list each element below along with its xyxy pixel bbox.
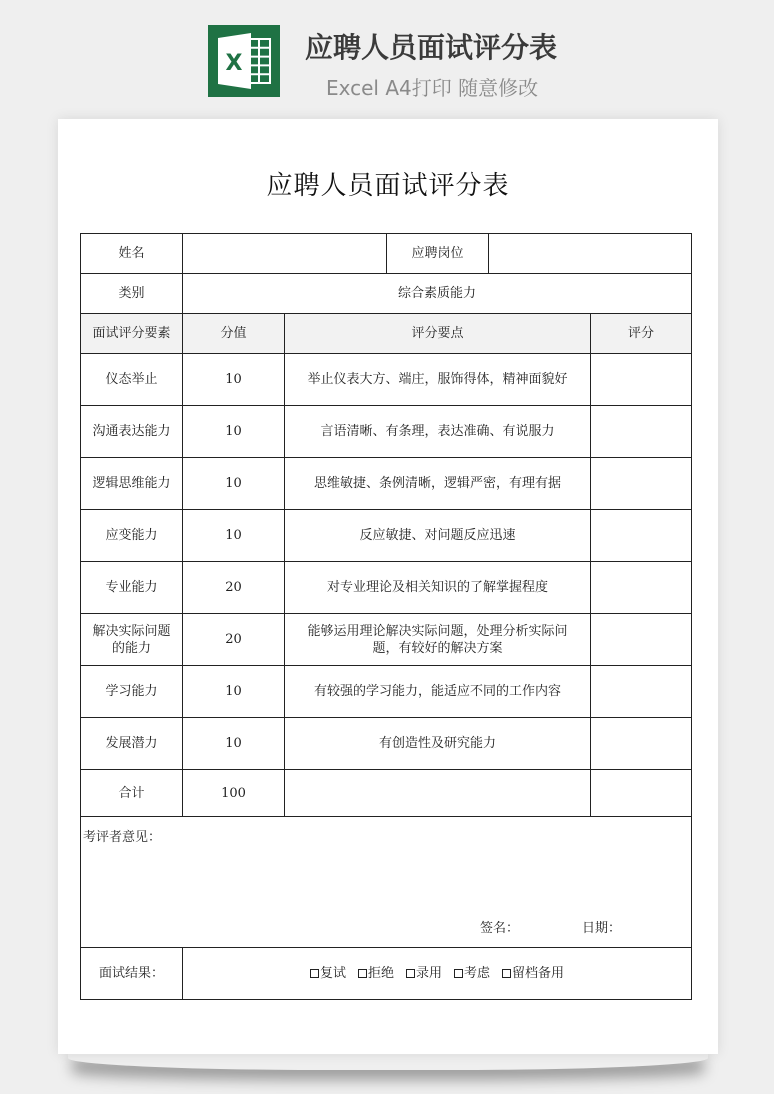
- column-header-points: 分值: [182, 313, 285, 354]
- name-label: 姓名: [80, 233, 183, 274]
- row-criteria: 能够运用理论解决实际问题，处理分析实际问题，有较好的解决方案: [284, 613, 591, 666]
- checkbox-icon[interactable]: [502, 969, 511, 978]
- result-option-archive[interactable]: 留档备用: [502, 965, 564, 982]
- total-label: 合计: [80, 769, 183, 817]
- row-points: 20: [182, 561, 285, 614]
- row-element: 逻辑思维能力: [80, 457, 183, 510]
- result-label: 面试结果：: [80, 947, 183, 1000]
- banner: [0, 0, 774, 110]
- row-element: 沟通表达能力: [80, 405, 183, 458]
- row-criteria: 对专业理论及相关知识的了解掌握程度: [284, 561, 591, 614]
- row-element: 解决实际问题的能力: [80, 613, 183, 666]
- result-option-hire[interactable]: 录用: [406, 965, 442, 982]
- category-label: 类别: [80, 273, 183, 314]
- row-points: 10: [182, 457, 285, 510]
- row-score-field[interactable]: [590, 613, 692, 666]
- row-criteria: 有较强的学习能力，能适应不同的工作内容: [284, 665, 591, 718]
- date-label: 日期：: [582, 921, 622, 936]
- column-header-criteria: 评分要点: [284, 313, 591, 354]
- row-score-field[interactable]: [590, 665, 692, 718]
- result-option-consider[interactable]: 考虑: [454, 965, 490, 982]
- name-field[interactable]: [182, 233, 387, 274]
- row-criteria: 举止仪表大方、端庄，服饰得体，精神面貌好: [284, 353, 591, 406]
- row-score-field[interactable]: [590, 561, 692, 614]
- row-points: 20: [182, 613, 285, 666]
- checkbox-icon[interactable]: [454, 969, 463, 978]
- row-element: 仪态举止: [80, 353, 183, 406]
- position-label: 应聘岗位: [386, 233, 489, 274]
- row-element: 发展潜力: [80, 717, 183, 770]
- excel-icon: [208, 25, 280, 97]
- row-score-field[interactable]: [590, 717, 692, 770]
- checkbox-icon[interactable]: [310, 969, 319, 978]
- comments-label: 考评者意见：: [83, 830, 162, 845]
- row-score-field[interactable]: [590, 509, 692, 562]
- row-criteria: 有创造性及研究能力: [284, 717, 591, 770]
- row-element: 专业能力: [80, 561, 183, 614]
- document-page: [58, 119, 718, 1054]
- result-option-reject[interactable]: 拒绝: [358, 965, 394, 982]
- banner-title: 应聘人员面试评分表: [305, 31, 558, 64]
- total-score-field[interactable]: [590, 769, 692, 817]
- checkbox-icon[interactable]: [358, 969, 367, 978]
- banner-subtitle: Excel A4打印 随意修改: [326, 76, 539, 100]
- document-title: 应聘人员面试评分表: [266, 171, 510, 201]
- row-score-field[interactable]: [590, 457, 692, 510]
- total-criteria: [284, 769, 591, 817]
- category-value: 综合素质能力: [182, 273, 692, 314]
- signature-label: 签名：: [480, 921, 520, 936]
- row-element: 学习能力: [80, 665, 183, 718]
- row-points: 10: [182, 717, 285, 770]
- column-header-score: 评分: [590, 313, 692, 354]
- row-score-field[interactable]: [590, 353, 692, 406]
- position-field[interactable]: [488, 233, 692, 274]
- row-points: 10: [182, 353, 285, 406]
- interview-score-table: [80, 233, 692, 999]
- row-points: 10: [182, 509, 285, 562]
- total-points: 100: [182, 769, 285, 817]
- row-points: 10: [182, 665, 285, 718]
- row-element: 应变能力: [80, 509, 183, 562]
- svg-text:X: X: [225, 51, 243, 76]
- row-criteria: 思维敏捷、条例清晰，逻辑严密，有理有据: [284, 457, 591, 510]
- row-criteria: 反应敏捷、对问题反应迅速: [284, 509, 591, 562]
- row-criteria: 言语清晰、有条理，表达准确、有说服力: [284, 405, 591, 458]
- result-option-retest[interactable]: 复试: [310, 965, 346, 982]
- row-score-field[interactable]: [590, 405, 692, 458]
- row-points: 10: [182, 405, 285, 458]
- result-options: [182, 947, 692, 1000]
- checkbox-icon[interactable]: [406, 969, 415, 978]
- column-header-element: 面试评分要素: [80, 313, 183, 354]
